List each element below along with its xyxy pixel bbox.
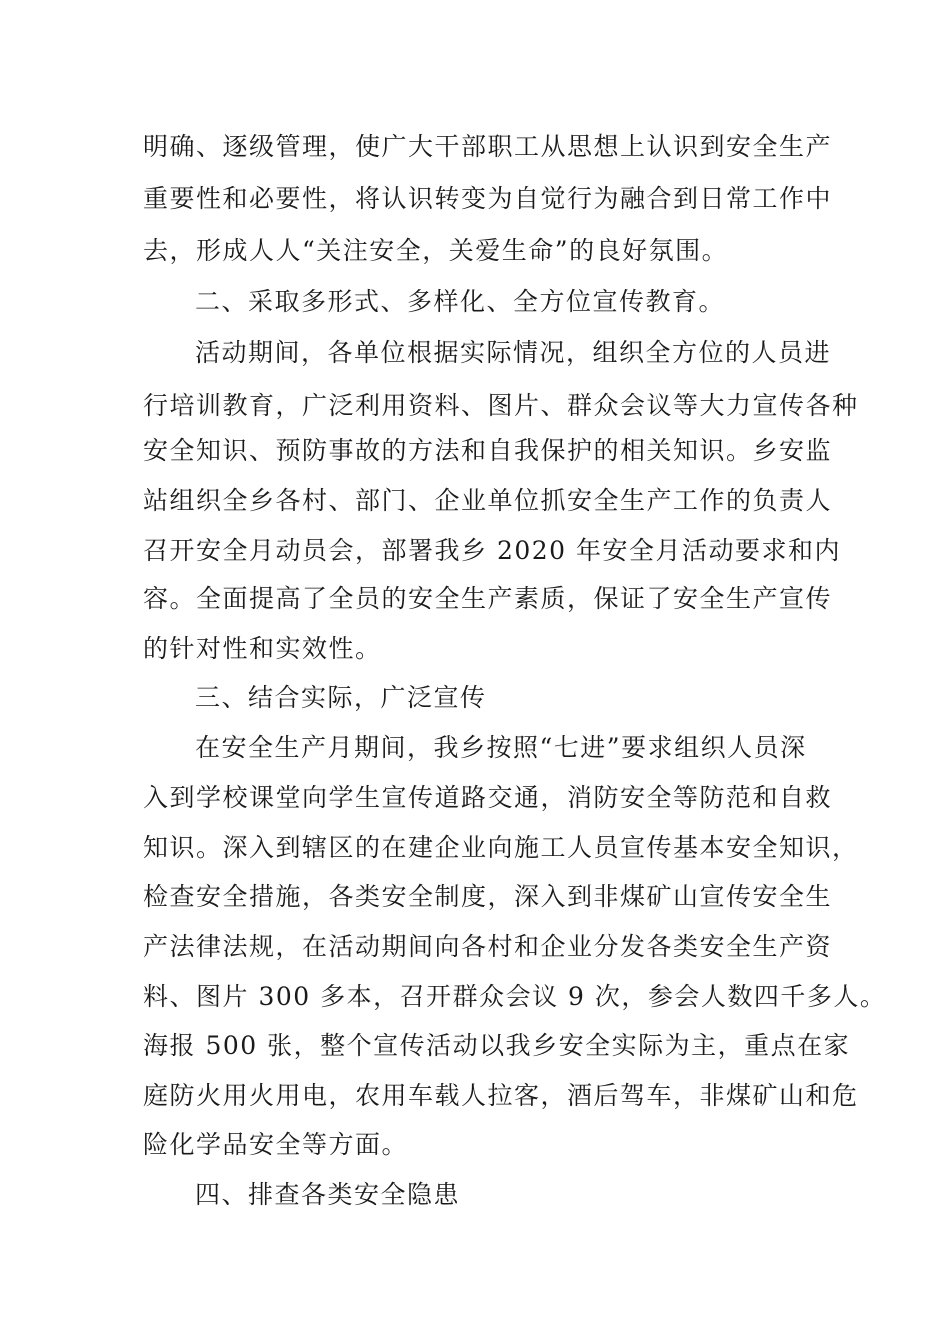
body-text-line: 的针对性和实效性。 <box>143 634 382 663</box>
body-text-line: 在安全生产月期间，我乡按照“七进”要求组织人员深 <box>195 733 807 762</box>
body-text-line: 险化学品安全等方面。 <box>143 1130 409 1159</box>
body-text-line: 产法律法规，在活动期间向各村和企业分发各类安全生产资 <box>143 932 833 961</box>
body-text-line: 入到学校课堂向学生宣传道路交通，消防安全等防范和自救 <box>143 783 833 812</box>
body-text-line: 站组织全乡各村、部门、企业单位抓安全生产工作的负责人 <box>143 486 833 515</box>
body-text-line: 召开安全月动员会，部署我乡 2020 年安全月活动要求和内 <box>143 536 842 565</box>
body-text-line: 检查安全措施，各类安全制度，深入到非煤矿山宣传安全生 <box>143 882 833 911</box>
body-text-line: 料、图片 300 多本，召开群众会议 9 次，参会人数四千多人。 <box>143 982 887 1011</box>
body-text-line: 容。全面提高了全员的安全生产素质，保证了安全生产宣传 <box>143 584 833 613</box>
body-text-line: 活动期间，各单位根据实际情况，组织全方位的人员进 <box>195 338 832 367</box>
body-text-line: 明确、逐级管理，使广大干部职工从思想上认识到安全生产 <box>143 132 833 161</box>
body-text-line: 去，形成人人“关注安全，关爱生命”的良好氛围。 <box>143 236 729 265</box>
body-text-line: 海报 500 张，整个宣传活动以我乡安全实际为主，重点在家 <box>143 1031 851 1060</box>
body-text-line: 重要性和必要性，将认识转变为自觉行为融合到日常工作中 <box>143 184 833 213</box>
body-text-line: 安全知识、预防事故的方法和自我保护的相关知识。乡安监 <box>143 436 833 465</box>
section-heading: 四、排查各类安全隐患 <box>195 1180 461 1209</box>
body-text-line: 行培训教育，广泛利用资料、图片、群众会议等大力宣传各种 <box>143 391 859 420</box>
body-text-line: 知识。深入到辖区的在建企业向施工人员宣传基本安全知识， <box>143 833 859 862</box>
body-text-line: 庭防火用火用电，农用车载人拉客，酒后驾车，非煤矿山和危 <box>143 1081 859 1110</box>
section-heading: 三、结合实际，广泛宣传 <box>195 683 487 712</box>
section-heading: 二、采取多形式、多样化、全方位宣传教育。 <box>195 287 726 316</box>
